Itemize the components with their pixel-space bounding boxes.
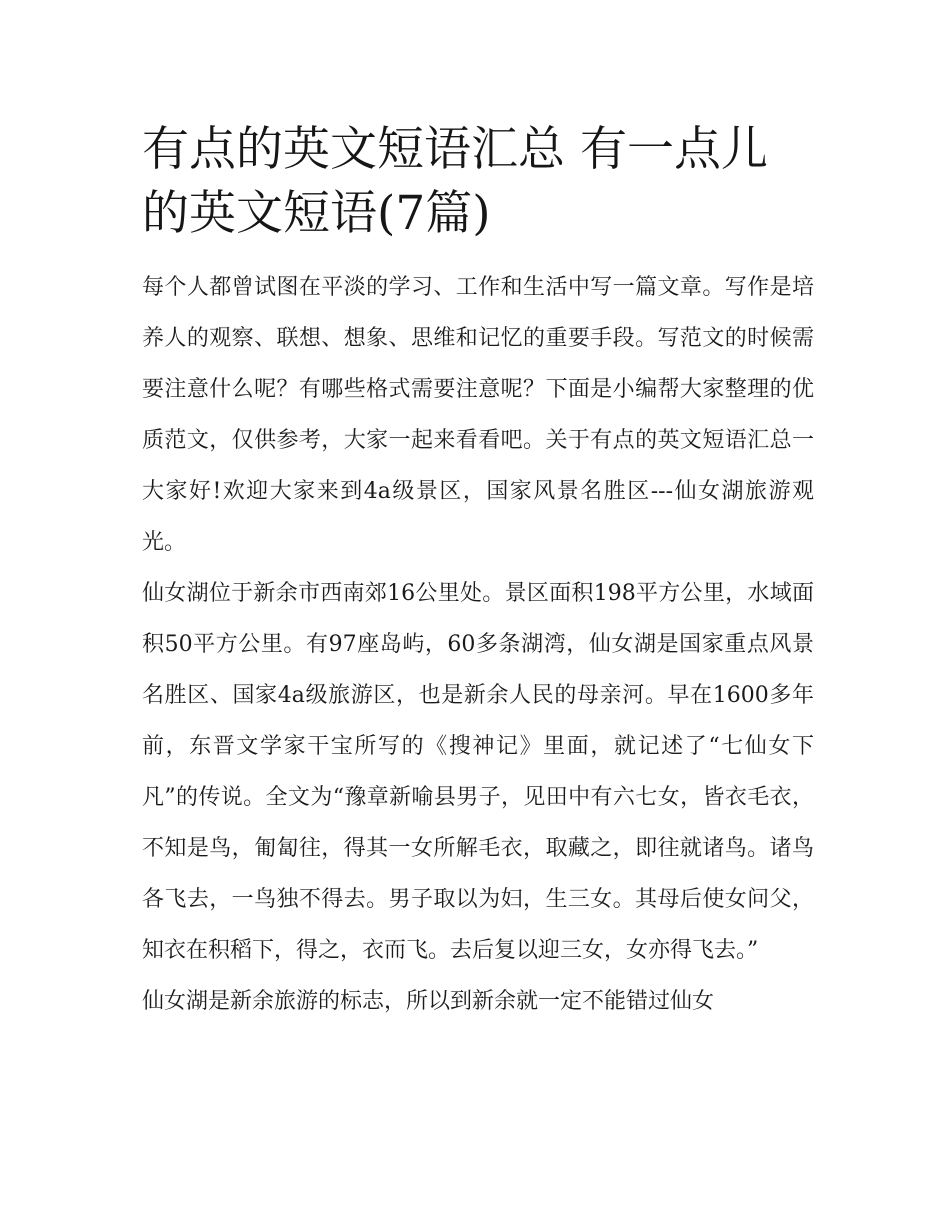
- paragraph-intro: 每个人都曾试图在平淡的学习、工作和生活中写一篇文章。写作是培养人的观察、联想、想象、思维和记忆的重要手段。写范文的时候需要注意什么呢？有哪些格式需要注意呢？下面是小编帮大家整理的优质范文，仅供参考，大家一起来看看吧。关于有点的英文短语汇总一 大家好!欢迎大家来到4a级景区，国家风景名胜区---仙女湖旅游观光。: [142, 275, 814, 555]
- paragraph-tourism-symbol: 仙女湖是新余旅游的标志，所以到新余就一定不能错过仙女: [142, 989, 715, 1014]
- document-title: 有点的英文短语汇总 有一点儿的英文短语(7篇): [142, 122, 768, 241]
- paragraph-lake-description: 仙女湖位于新余市西南郊16公里处。景区面积198平方公里，水域面积50平方公里。有97座岛屿，60多条湖湾，仙女湖是国家重点风景名胜区、国家4a级旅游区，也是新余人民的母亲河。早在1600多年前，东晋文学家干宝所写的《搜神记》里面，就记述了“七仙女下凡”的传说。全文为“豫章新喻县男子，见田中有六七女，皆衣毛衣，不知是鸟，匍匐往，得其一女所解毛衣，取藏之，即往就诸鸟。诸鸟各飞去，一鸟独不得去。男子取以为妇，生三女。其母后使女问父，知衣在积稻下，得之，衣而飞。去后复以迎三女，女亦得飞去。”: [142, 581, 814, 963]
- document-body: [142, 118, 814, 1027]
